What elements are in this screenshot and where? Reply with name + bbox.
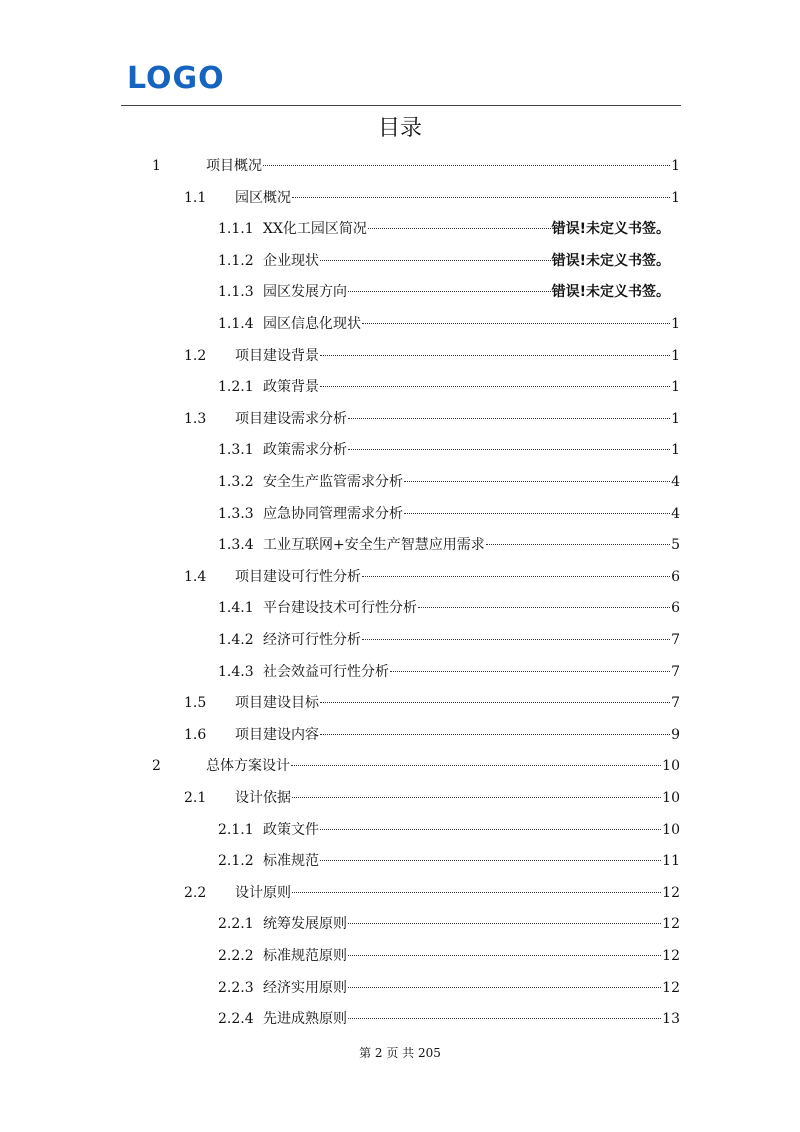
toc-entry-page: 12 [662,979,680,996]
toc-entry-title: 标准规范 [263,853,319,870]
toc-title: 目录 [377,116,422,141]
toc-dot-leader [320,260,551,261]
toc-entry[interactable] [218,466,680,498]
toc-entry-number: 2.2.1 [218,916,254,933]
toc-entry-title: 统筹发展原则 [263,916,347,933]
toc-entry-title: 企业现状 [263,252,319,269]
toc-entry[interactable] [218,371,680,403]
toc-entry[interactable] [184,182,680,214]
toc-entry-title: 项目建设需求分析 [235,410,347,427]
toc-entry-page: 6 [671,568,680,585]
toc-entry-number: 2.2.2 [218,948,254,964]
toc-entry-page: 5 [671,537,680,554]
toc-dot-leader [348,987,661,988]
toc-entry-number: 1.3.4 [218,537,254,554]
toc-dot-leader [348,291,551,292]
toc-entry[interactable] [218,972,680,1004]
toc-entry-page: 13 [662,1011,680,1028]
toc-entry-number: 1.4 [184,568,207,585]
toc-entry-title: 政策背景 [263,379,319,396]
toc-entry-number: 1.2.1 [218,379,254,396]
toc-entry-title: 设计原则 [235,884,291,901]
toc-entry-number: 1.1.2 [218,252,254,269]
toc-dot-leader [320,386,670,387]
toc-entry-number: 2 [152,758,161,775]
toc-entry-number: 1.1.3 [218,284,254,301]
toc-entry-title: 安全生产监管需求分析 [263,474,403,490]
toc-entry-number: 1.3.2 [218,474,254,490]
toc-entry-title: 社会效益可行性分析 [263,663,389,680]
toc-entry-number: 2.2.4 [218,1011,254,1028]
toc-entry-number: 1.1 [184,189,207,206]
toc-dot-leader [263,165,670,166]
toc-entry-page: 1 [671,379,680,396]
toc-dot-leader [348,923,661,924]
toc-dot-leader [348,418,670,419]
toc-entry-page: 4 [671,474,680,490]
toc-entry-number: 1 [152,158,161,174]
logo: LOGO [127,61,225,96]
toc-entry-title: 经济可行性分析 [263,632,361,648]
toc-entry-title: 园区概况 [235,189,291,206]
toc-entry[interactable] [218,529,680,561]
toc-entry[interactable] [218,624,680,656]
toc-entry-page: 1 [671,189,680,206]
toc-entry[interactable] [152,750,680,782]
toc-entry-title: 项目建设内容 [235,726,319,743]
toc-entry-number: 2.2 [184,884,207,901]
toc-dot-leader [486,544,670,545]
toc-entry-title: 项目建设背景 [235,347,319,364]
toc-entry[interactable] [218,308,680,340]
toc-entry[interactable] [184,561,680,593]
toc-entry[interactable] [184,877,680,909]
toc-entry-title: XX化工园区简况 [263,221,367,238]
toc-entry-page: 1 [671,410,680,427]
toc-entry-page: 7 [671,663,680,680]
toc-dot-leader [404,513,670,514]
toc-entry-number: 1.3.1 [218,442,254,459]
page-footer: 第 2 页 共 205 [359,1046,441,1060]
toc-entry-number: 2.1.2 [218,853,254,870]
toc-entry[interactable] [218,213,670,245]
toc-entry-title: 项目建设可行性分析 [235,568,361,585]
toc-dot-leader [362,576,670,577]
toc-entry[interactable] [218,592,680,624]
toc-entry-title: 园区发展方向 [263,284,347,301]
toc-entry[interactable] [184,687,680,719]
toc-entry[interactable] [218,814,680,846]
toc-dot-leader [404,481,670,482]
toc-entry[interactable] [218,498,680,530]
toc-entry[interactable] [218,940,680,972]
toc-entry-page: 1 [671,442,680,459]
toc-entry[interactable] [184,403,680,435]
toc-entry-title: 平台建设技术可行性分析 [263,600,417,617]
toc-dot-leader [320,355,670,356]
toc-entry-page: 1 [671,158,680,174]
toc-dot-leader [292,892,661,893]
toc-dot-leader [390,671,670,672]
toc-entry-number: 1.3 [184,410,207,427]
toc-dot-leader [320,860,661,861]
toc-dot-leader [362,323,670,324]
toc-entry-number: 2.1 [184,790,207,806]
toc-entry[interactable] [218,1003,680,1035]
toc-entry-error-ref: 错误!未定义书签。 [551,284,670,301]
toc-entry-page: 10 [662,790,680,806]
toc-entry[interactable] [184,340,680,372]
toc-dot-leader [418,607,670,608]
toc-entry[interactable] [218,908,680,940]
toc-entry[interactable] [218,245,670,277]
toc-entry-number: 2.2.3 [218,979,254,996]
toc-entry-number: 1.1.4 [218,316,254,332]
toc-entry-number: 1.6 [184,726,207,743]
toc-entry-title: 政策文件 [263,821,319,838]
toc-entry-title: 项目建设目标 [235,695,319,712]
toc-entry[interactable] [218,656,680,688]
toc-entry-title: 标准规范原则 [263,948,347,964]
toc-entry-number: 1.1.1 [218,221,254,238]
toc-entry-title: 设计依据 [235,790,291,806]
header-divider [121,105,681,106]
toc-entry-title: 工业互联网+安全生产智慧应用需求 [263,537,485,554]
toc-entry-number: 1.5 [184,695,207,712]
toc-dot-leader [320,829,661,830]
toc-entry-title: 园区信息化现状 [263,316,361,332]
toc-dot-leader [348,449,670,450]
toc-dot-leader [292,197,670,198]
toc-entry-page: 12 [662,948,680,964]
toc-entry-page: 11 [662,853,680,870]
toc-entry-page: 6 [671,600,680,617]
toc-entry-page: 7 [671,695,680,712]
toc-dot-leader [320,734,670,735]
toc-entry-number: 1.2 [184,347,207,364]
toc-entry-page: 12 [662,916,680,933]
toc-entry-title: 经济实用原则 [263,979,347,996]
toc-entry-page: 1 [671,316,680,332]
toc-entry-page: 10 [662,758,680,775]
toc-dot-leader [348,1018,661,1019]
toc-entry-number: 1.4.1 [218,600,254,617]
toc-entry-title: 应急协同管理需求分析 [263,505,403,522]
toc-entry-number: 2.1.1 [218,821,254,838]
toc-dot-leader [362,639,670,640]
toc-dot-leader [292,797,661,798]
toc-entry[interactable] [218,276,670,308]
toc-dot-leader [320,702,670,703]
toc-entry-title: 先进成熟原则 [263,1011,347,1028]
toc-entry-page: 7 [671,632,680,648]
toc-entry[interactable] [218,845,680,877]
toc-entry-page: 1 [671,347,680,364]
toc-entry-number: 1.3.3 [218,505,254,522]
toc-entry[interactable] [184,719,680,751]
toc-entry[interactable] [218,434,680,466]
toc-dot-leader [291,765,661,766]
toc-entry-title: 政策需求分析 [263,442,347,459]
toc-dot-leader [368,228,551,229]
toc-entry-title: 项目概况 [206,158,262,174]
toc-entry[interactable] [184,782,680,814]
toc-entry-error-ref: 错误!未定义书签。 [551,252,670,269]
toc-entry-page: 10 [662,821,680,838]
toc-entry-number: 1.4.3 [218,663,254,680]
toc-dot-leader [348,955,661,956]
toc-entry-page: 9 [671,726,680,743]
toc-entry-error-ref: 错误!未定义书签。 [551,221,670,238]
toc-entry[interactable] [152,150,680,182]
toc-entry-page: 12 [662,884,680,901]
toc-entry-page: 4 [671,505,680,522]
toc-entry-title: 总体方案设计 [206,758,290,775]
toc-entry-number: 1.4.2 [218,632,254,648]
